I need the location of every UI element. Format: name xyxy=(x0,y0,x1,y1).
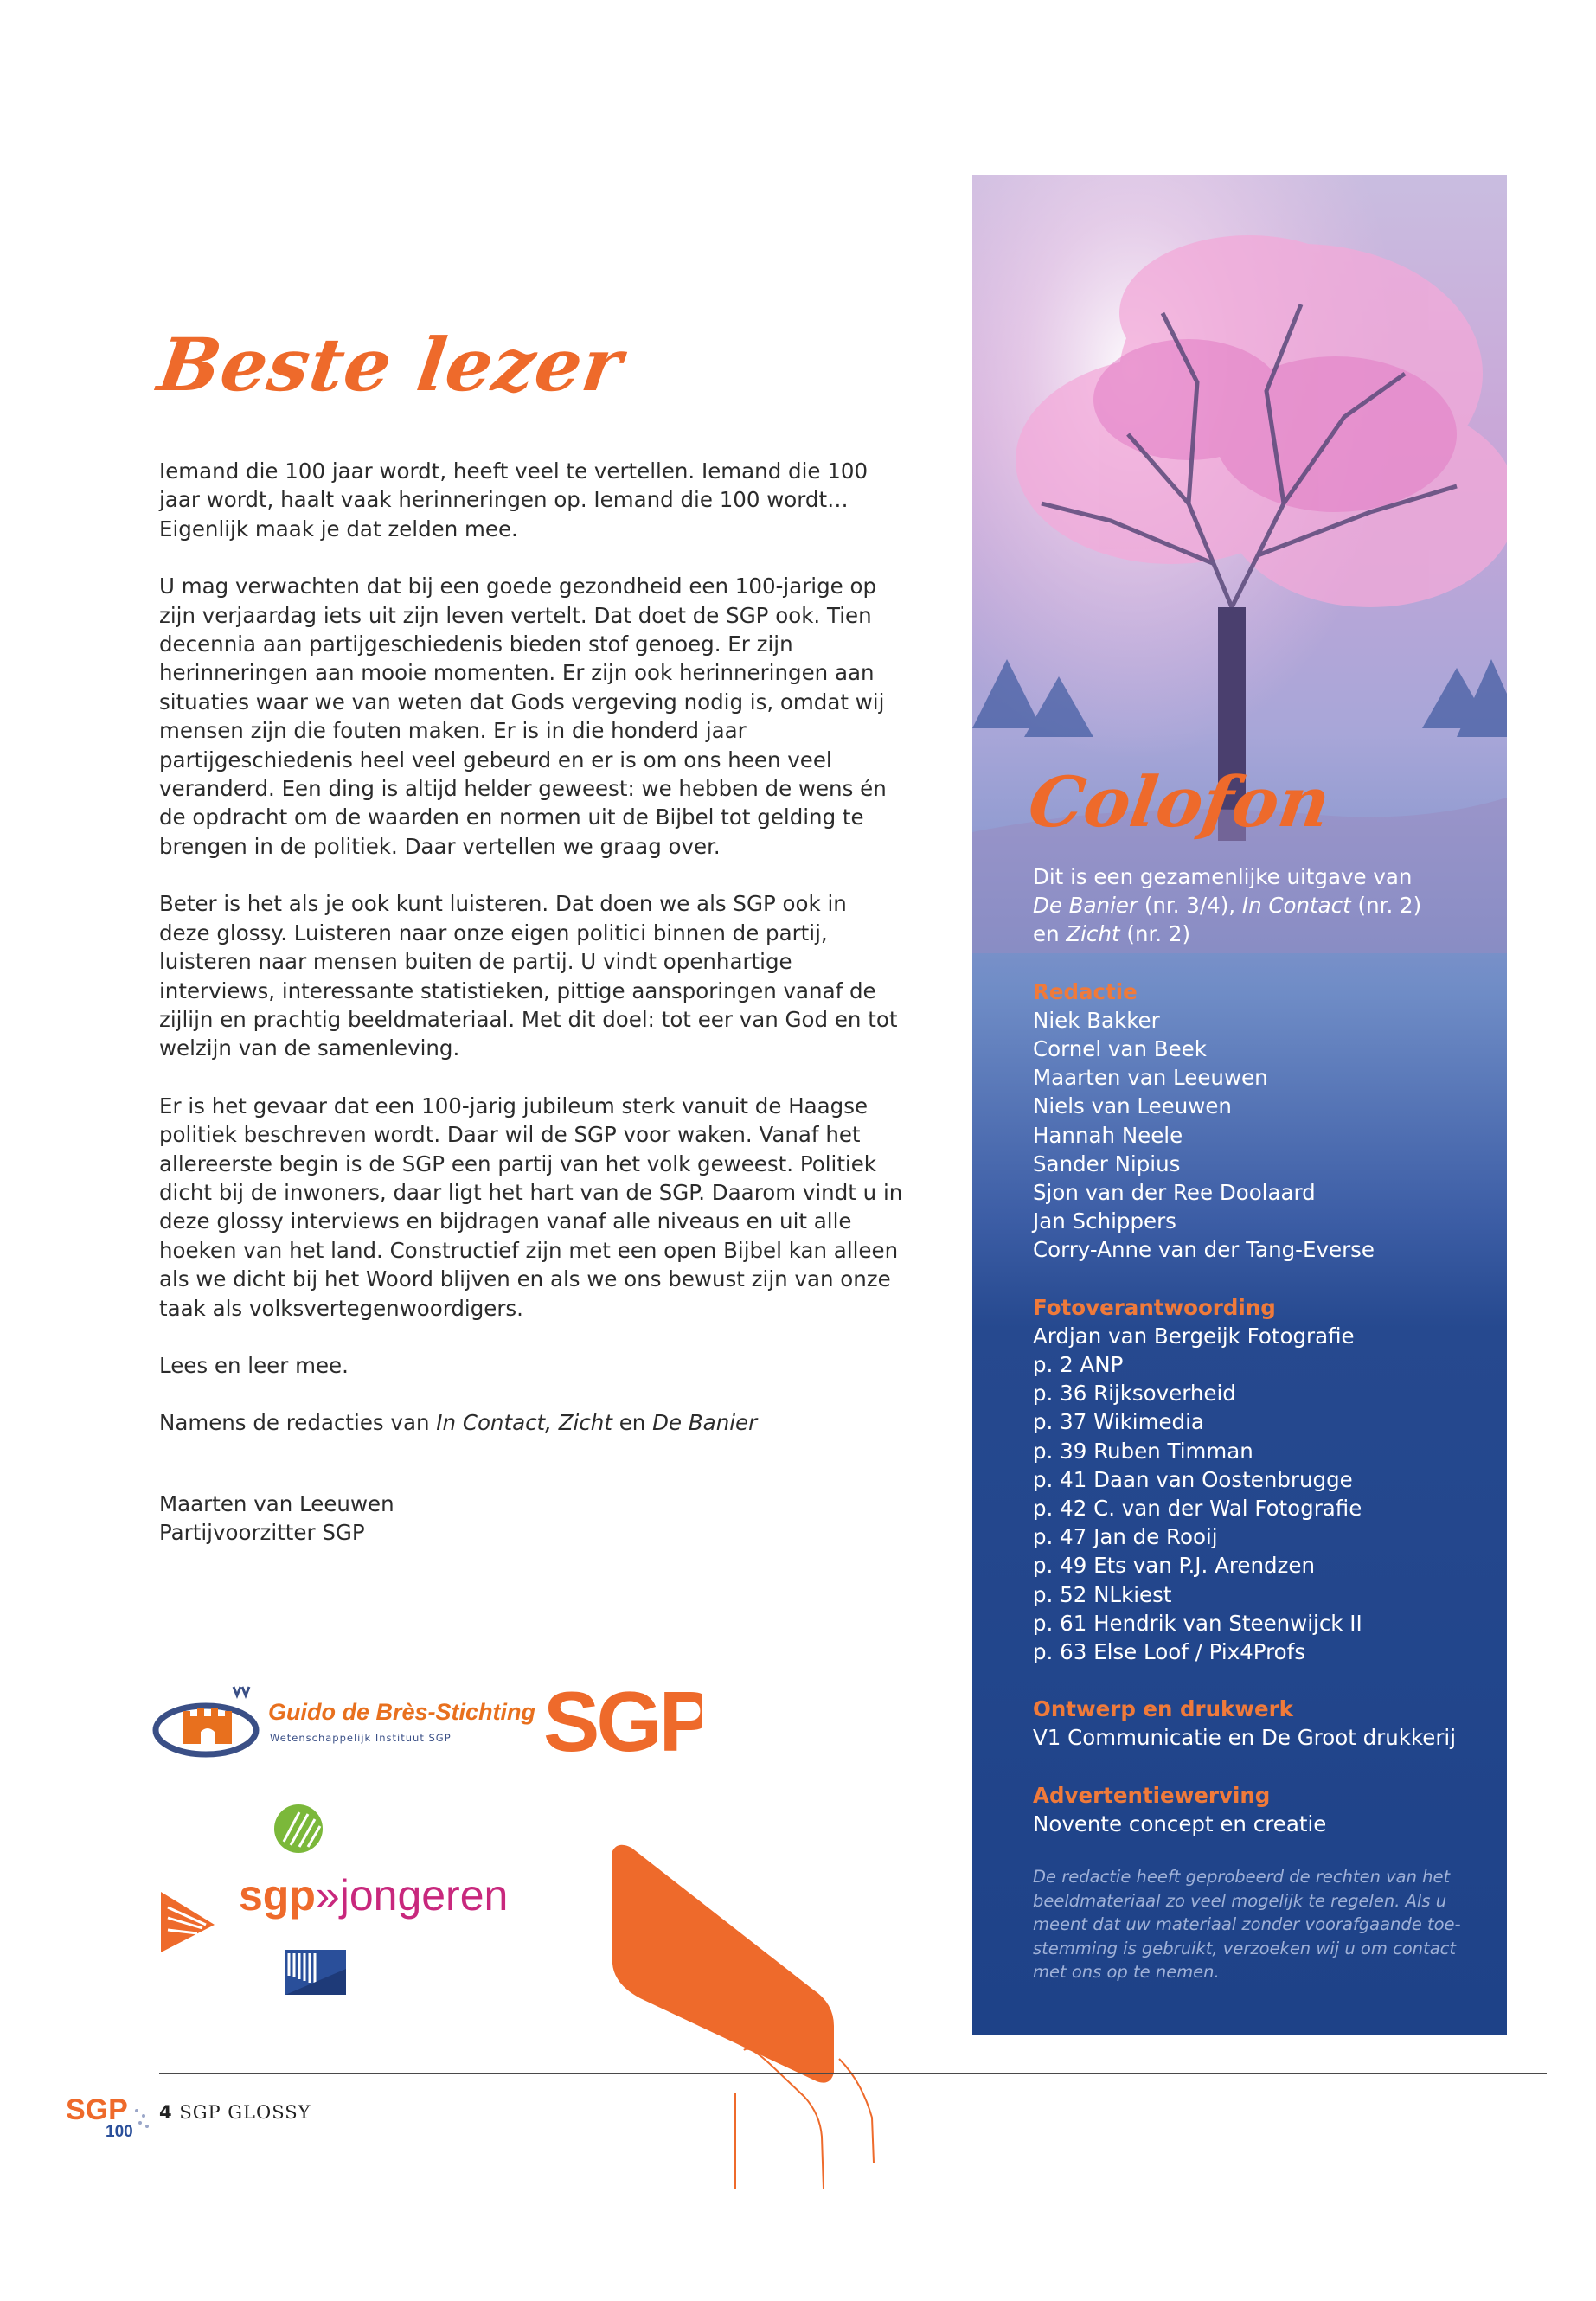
footer-logo-text: SGP xyxy=(66,2093,128,2126)
pub-zicht-nr: (nr. 2) xyxy=(1119,921,1191,947)
sgp-100-logo xyxy=(64,2092,161,2140)
jong-a: sgp xyxy=(239,1871,316,1920)
colofon-intro-1: Dit is een gezamenlijke uitgave van xyxy=(1033,864,1413,889)
gdb-name: Guido de Brès-Stichting xyxy=(268,1699,536,1725)
letter-body xyxy=(159,457,903,1466)
redactie-member: Sander Nipius xyxy=(1033,1150,1181,1176)
foto-credit: p. 63 Else Loof / Pix4Profs xyxy=(1033,1639,1306,1665)
redactie-member: Jan Schippers xyxy=(1033,1208,1176,1234)
paragraph: Iemand die 100 jaar wordt, heeft veel te vertellen. Iemand die 100 jaar wordt, haalt vaak herinneringen op. Iemand die 100 wordt… Eigenlijk maak je dat zelden mee. xyxy=(159,458,869,542)
colofon-text xyxy=(1033,862,1483,1838)
gdb-subtitle: Wetenschappelijk Instituut SGP xyxy=(270,1732,452,1744)
colofon-intro-2 xyxy=(1033,891,1483,920)
footer-publication: SGP GLOSSY xyxy=(179,2102,311,2123)
redactie-member: Sjon van der Ree Doolaard xyxy=(1033,1180,1316,1206)
namens-line xyxy=(159,1408,903,1437)
ontwerp-heading: Ontwerp en drukwerk xyxy=(1033,1696,1293,1722)
guido-de-bres-logo xyxy=(151,1682,536,1765)
advert-heading: Advertentiewerving xyxy=(1033,1782,1271,1808)
signature-name: Maarten van Leeuwen xyxy=(159,1491,394,1516)
ontwerp-value: V1 Communicatie en De Groot drukkerij xyxy=(1033,1725,1457,1751)
foto-heading: Fotoverantwoording xyxy=(1033,1294,1276,1320)
green-circle-logo xyxy=(273,1804,324,1854)
jong-b: jongeren xyxy=(339,1871,509,1920)
namens-pub1: In Contact, Zicht xyxy=(436,1410,612,1436)
foto-credit: p. 2 ANP xyxy=(1033,1352,1124,1378)
redactie-member: Niels van Leeuwen xyxy=(1033,1093,1232,1119)
foto-credit: p. 41 Daan van Oostenbrugge xyxy=(1033,1466,1353,1492)
pub-incontact-nr: (nr. 2) xyxy=(1350,893,1422,919)
redactie-member: Hannah Neele xyxy=(1033,1122,1183,1148)
orange-decor-shape xyxy=(597,1843,943,2189)
paragraph: Lees en leer mee. xyxy=(159,1352,349,1378)
redactie-member: Corry-Anne van der Tang-Everse xyxy=(1033,1237,1375,1263)
sgp-jongeren-logo xyxy=(239,1870,508,1920)
signature-role: Partijvoorzitter SGP xyxy=(159,1520,365,1546)
pub-zicht: Zicht xyxy=(1066,921,1120,947)
blue-square-logo xyxy=(285,1950,346,1995)
foto-credit: p. 49 Ets van P.J. Arendzen xyxy=(1033,1553,1316,1579)
redactie-member: Cornel van Beek xyxy=(1033,1036,1207,1062)
redactie-member: Maarten van Leeuwen xyxy=(1033,1065,1268,1091)
foto-credit: p. 47 Jan de Rooij xyxy=(1033,1524,1218,1550)
page-number: 4 xyxy=(159,2102,173,2123)
redactie-member: Niek Bakker xyxy=(1033,1007,1160,1033)
namens-en: en xyxy=(619,1410,646,1436)
redactie-heading: Redactie xyxy=(1033,978,1138,1004)
castle-icon xyxy=(151,1682,265,1765)
namens-pub2: De Banier xyxy=(652,1410,758,1436)
foto-credit: p. 37 Wikimedia xyxy=(1033,1409,1204,1435)
jong-sep: » xyxy=(315,1871,340,1920)
sgp-logo-text: SGP xyxy=(543,1682,702,1761)
foto-credit: p. 42 C. van der Wal Fotografie xyxy=(1033,1496,1362,1522)
sgp-logo xyxy=(543,1682,702,1761)
colofon-title: Colofon xyxy=(1023,761,1336,843)
pub-banier: De Banier xyxy=(1033,893,1138,919)
paragraph: Er is het gevaar dat een 100-jarig jubileum sterk vanuit de Haagse politiek beschreven wordt. Daar wil de SGP voor waken. Vanaf het allereerste begin is de SGP een partij van het volk geweest. Politiek dicht bij de inwoners, daar ligt het hart van de SGP. Daarom vindt u in deze glossy interviews en bijdragen vanaf alle niveaus en uit alle hoeken van het land. Constructief zijn met een open Bijbel kan alleen als we dicht bij het Woord blijven en als we ons bewust zijn van onze taak als volksvertegenwoordigers. xyxy=(159,1093,903,1321)
rights-disclaimer: De redactie heeft geprobeerd de rechten van het beeldmateriaal zo veel mogelijk te regelen. Als u meent dat uw materiaal zonder voorafgaande toe-stemming is gebruikt, verzoeken wij u om contact met ons op te nemen. xyxy=(1033,1867,1461,1983)
footer-label xyxy=(159,2102,311,2123)
signature xyxy=(159,1490,394,1548)
footer-rule xyxy=(159,2073,1547,2074)
paragraph: Beter is het als je ook kunt luisteren. Dat doen we als SGP ook in deze glossy. Luisteren naar onze eigen politici binnen de partij, luisteren naar mensen buiten de partij. U vindt openhartige interviews, interessante statistieken, pittige aansporingen vanaf de zijlijn en prachtig beeldmateriaal. Met dit doel: tot eer van God en tot welzijn van de samenleving. xyxy=(159,891,898,1061)
colofon-intro-3 xyxy=(1033,920,1483,948)
foto-credit: p. 39 Ruben Timman xyxy=(1033,1438,1253,1464)
advert-value: Novente concept en creatie xyxy=(1033,1811,1327,1836)
footer-logo-num: 100 xyxy=(106,2123,133,2140)
foto-credit: p. 61 Hendrik van Steenwijck II xyxy=(1033,1610,1362,1636)
foto-credit: p. 36 Rijksoverheid xyxy=(1033,1381,1236,1407)
pub-incontact: In Contact xyxy=(1241,893,1351,919)
page-title: Beste lezer xyxy=(153,322,628,407)
foto-credit: p. 52 NLkiest xyxy=(1033,1581,1172,1607)
intro-en: en xyxy=(1033,921,1067,947)
orange-triangle-logo xyxy=(159,1890,216,1954)
foto-credit: Ardjan van Bergeijk Fotografie xyxy=(1033,1323,1355,1349)
paragraph: U mag verwachten dat bij een goede gezondheid een 100-jarige op zijn verjaardag iets uit zijn leven vertelt. Dat doet de SGP ook. Tien decennia aan partijgeschiedenis bieden stof genoeg. Er zijn herinneringen aan mooie momenten. Er zijn ook herinneringen aan situaties waar we van weten dat Gods vergeving nodig is, omdat wij mensen zijn die fouten maken. Er is in die honderd jaar partijgeschiedenis heel veel gebeurd en er is om ons heen veel veranderd. Een ding is altijd helder geweest: we hebben de wens én de opdracht om de waarden en normen uit de Bijbel tot gelding te brengen in de politiek. Daar vertellen we graag over. xyxy=(159,574,887,859)
namens-prefix: Namens de redacties van xyxy=(159,1410,430,1436)
pub-banier-nr: (nr. 3/4), xyxy=(1138,893,1242,919)
